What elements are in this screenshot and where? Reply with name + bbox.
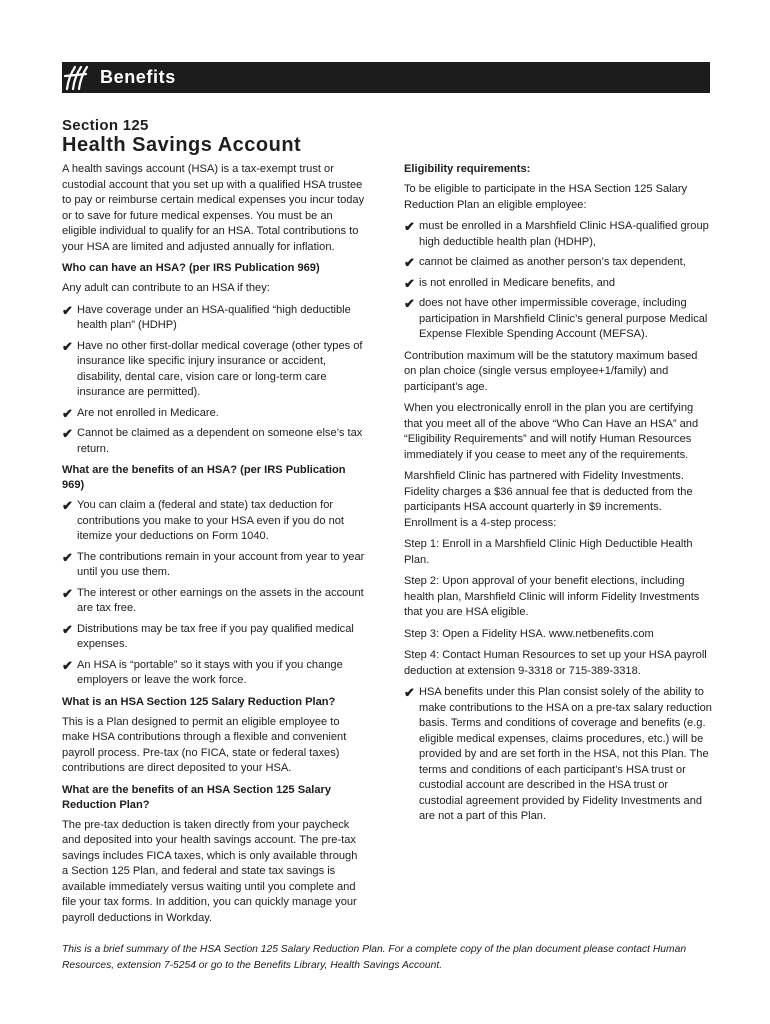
checkmark-icon: ✔ bbox=[62, 585, 73, 601]
plan-heading: What is an HSA Section 125 Salary Reduction Plan? bbox=[62, 695, 336, 708]
list-item: ✔ is not enrolled in Medicare benefits, and bbox=[404, 275, 616, 291]
checkmark-icon: ✔ bbox=[404, 275, 415, 291]
list-item: ✔ must be enrolled in a Marshfield Clinic HSA-qualified group high deductible health plan (HDHP), bbox=[404, 219, 709, 248]
eligibility-intro: To be eligible to participate in the HSA Section 125 Salary Reduction Plan an eligible employee: bbox=[404, 183, 688, 211]
checkmark-icon: ✔ bbox=[404, 685, 415, 700]
list-item: ✔ Have coverage under an HSA-qualified “high deductible health plan” (HDHP) bbox=[62, 302, 351, 331]
contribution-paragraph: Contribution maximum will be the statutory maximum based on plan choice (single versus employee+1/family) and participant’s age. bbox=[404, 349, 698, 393]
list-item: ✔ The interest or other earnings on the assets in the account are tax free. bbox=[62, 585, 364, 614]
list-item: ✔ cannot be claimed as another person’s tax dependent, bbox=[404, 255, 686, 270]
list-item: ✔ The contributions remain in your account from year to year until you use them. bbox=[62, 549, 365, 578]
checkmark-icon: ✔ bbox=[62, 338, 73, 354]
final-list bbox=[404, 685, 712, 825]
step-4: Step 4: Contact Human Resources to set up your HSA payroll deduction at extension 9-3318 or 715-389-3318. bbox=[404, 649, 707, 677]
checkmark-icon: ✔ bbox=[62, 621, 73, 637]
checkmark-icon: ✔ bbox=[62, 657, 73, 673]
list-item: ✔ You can claim a (federal and state) tax deduction for contributions you make to your HSA even if you do not itemize your deductions on Form 1040. bbox=[62, 498, 345, 542]
list-item: ✔ Have no other first-dollar medical coverage (other types of insurance like specific injury insurance or accident, disability, dental care, vision care or long-term care insurance are permitted). bbox=[62, 338, 363, 398]
section-label: Section 125 bbox=[62, 117, 149, 134]
fidelity-paragraph: Marshfield Clinic has partnered with Fidelity Investments. Fidelity charges a $36 annual fee that is deducted from the participants HSA account quarterly in $9 increments. Enrollment is a 4-step process: bbox=[404, 470, 693, 529]
list-item: ✔ An HSA is “portable” so it stays with you if you change employers or leave the work force. bbox=[62, 657, 343, 686]
eligibility-list bbox=[404, 219, 712, 343]
checkmark-icon: ✔ bbox=[62, 426, 73, 441]
checkmark-icon: ✔ bbox=[404, 219, 415, 234]
certify-paragraph: When you electronically enroll in the plan you are certifying that you meet all of the above “Who Can Have an HSA” and “Eligibility Requirements” and will notify Human Resources immediately if you cease to meet any of the requirements. bbox=[404, 402, 699, 461]
intro-paragraph: A health savings account (HSA) is a tax-exempt trust or custodial account that you set up with a qualified HSA trustee to pay or reimburse certain medical expenses you incur today or to save for future medical expenses. You must be an eligible individual to qualify for an HSA. Total contributions to your HSA are limited and adjusted annually for inflation. bbox=[62, 163, 365, 253]
plan-paragraph: This is a Plan designed to permit an eligible employee to make HSA contributions through a flexible and convenient payroll process. Pre-tax (no FICA, state or federal taxes) contributions are direct deposited to your HSA. bbox=[62, 715, 347, 774]
benefits-heading: What are the benefits of an HSA? (per IRS Publication 969) bbox=[62, 464, 346, 491]
who-heading: Who can have an HSA? (per IRS Publication 969) bbox=[62, 262, 320, 274]
checkmark-icon: ✔ bbox=[62, 549, 73, 565]
list-item: ✔ Cannot be claimed as a dependent on someone else’s tax return. bbox=[62, 426, 363, 455]
checkmark-icon: ✔ bbox=[62, 405, 73, 421]
list-item: ✔ does not have other impermissible coverage, including participation in Marshfield Clinic’s general purpose Medical Expense Flexible Spending Account (MEFSA). bbox=[404, 296, 708, 340]
marshfield-clinic-logo-icon bbox=[62, 64, 92, 91]
checkmark-icon: ✔ bbox=[404, 255, 415, 270]
list-item: ✔ HSA benefits under this Plan consist solely of the ability to make contributions to the HSA on a pre-tax salary reduction basis. Terms and conditions of coverage and benefits (e.g. eligible medical expenses, claims procedures, etc.) will be provided by and are set forth in the HSA, not this Plan. The terms and conditions of each participant’s HSA trust or custodial account are described in the HSA trust or custodial agreement provided by Fidelity Investments and are not a part of this Plan. bbox=[404, 685, 712, 822]
step-3: Step 3: Open a Fidelity HSA. www.netbenefits.com bbox=[404, 627, 654, 640]
list-item: ✔ Distributions may be tax free if you pay qualified medical expenses. bbox=[62, 621, 354, 650]
footer-note: This is a brief summary of the HSA Section 125 Salary Reduction Plan. For a complete copy of the plan document please contact Human Resources, extension 7-5254 or go to the Benefits Library, Health Savings Account. bbox=[62, 944, 687, 971]
checkmark-icon: ✔ bbox=[62, 498, 73, 513]
left-column bbox=[62, 162, 366, 932]
banner-title: Benefits bbox=[100, 67, 176, 87]
plan-benefits-heading: What are the benefits of an HSA Section 125 Salary Reduction Plan? bbox=[62, 783, 331, 811]
list-item: ✔ Are not enrolled in Medicare. bbox=[62, 405, 219, 421]
right-column bbox=[404, 162, 712, 831]
checkmark-icon: ✔ bbox=[62, 302, 73, 318]
checkmark-icon: ✔ bbox=[404, 296, 415, 311]
who-list bbox=[62, 303, 366, 458]
who-intro: Any adult can contribute to an HSA if they: bbox=[62, 282, 270, 294]
plan-benefits-paragraph: The pre-tax deduction is taken directly from your paycheck and deposited into your health savings account. The pre-tax savings includes FICA taxes, which is only available through a Section 125 Plan, and federal and state tax savings is available immediately versus waiting until you complete and file your tax forms. In addition, you can quickly manage your payroll deductions in Workday. bbox=[62, 818, 358, 924]
step-2: Step 2: Upon approval of your benefit elections, including health plan, Marshfield Clinic will inform Fidelity Investments that you are HSA eligible. bbox=[404, 575, 700, 618]
step-1: Step 1: Enroll in a Marshfield Clinic High Deductible Health Plan. bbox=[404, 538, 693, 566]
header-banner bbox=[62, 62, 710, 93]
page-title: Health Savings Account bbox=[62, 134, 302, 156]
eligibility-heading: Eligibility requirements: bbox=[404, 163, 531, 175]
benefits-list bbox=[62, 498, 366, 689]
